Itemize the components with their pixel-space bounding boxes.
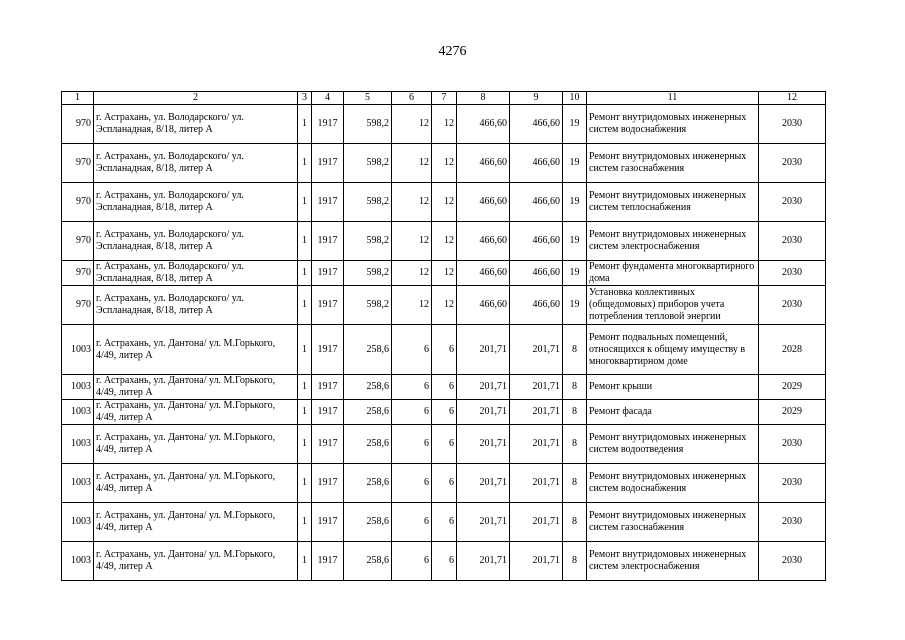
header-cell: 1	[62, 92, 94, 105]
header-cell: 8	[457, 92, 510, 105]
cell-year: 1917	[312, 222, 344, 261]
cell-lot-number: 1003	[62, 400, 94, 425]
cell-lot-number: 1003	[62, 542, 94, 581]
table-row	[62, 503, 826, 542]
cell-col9: 201,71	[510, 542, 563, 581]
cell-address: г. Астрахань, ул. Володарского/ ул. Эспланадная, 8/18, литер А	[94, 286, 298, 325]
cell-address: г. Астрахань, ул. Дантона/ ул. М.Горького, 4/49, литер А	[94, 542, 298, 581]
cell-col8: 466,60	[457, 144, 510, 183]
cell-col8: 201,71	[457, 542, 510, 581]
cell-col6: 6	[392, 542, 432, 581]
cell-col3: 1	[298, 325, 312, 375]
cell-col6: 12	[392, 222, 432, 261]
cell-col6: 6	[392, 400, 432, 425]
cell-address: г. Астрахань, ул. Дантона/ ул. М.Горького, 4/49, литер А	[94, 425, 298, 464]
cell-year-planned: 2030	[759, 261, 826, 286]
header-cell: 10	[563, 92, 587, 105]
header-cell: 2	[94, 92, 298, 105]
cell-col10: 19	[563, 105, 587, 144]
cell-col6: 6	[392, 425, 432, 464]
cell-work-type: Ремонт внутридомовых инженерных систем водоснабжения	[587, 105, 759, 144]
cell-year-planned: 2030	[759, 144, 826, 183]
cell-col10: 19	[563, 222, 587, 261]
cell-col8: 201,71	[457, 425, 510, 464]
cell-col7: 12	[432, 261, 457, 286]
table-row	[62, 286, 826, 325]
cell-work-type: Ремонт внутридомовых инженерных систем водоснабжения	[587, 464, 759, 503]
header-cell: 9	[510, 92, 563, 105]
cell-address: г. Астрахань, ул. Володарского/ ул. Эспланадная, 8/18, литер А	[94, 261, 298, 286]
cell-work-type: Установка коллективных (общедомовых) приборов учета потребления тепловой энергии	[587, 286, 759, 325]
cell-col10: 8	[563, 503, 587, 542]
table-row	[62, 325, 826, 375]
cell-col9: 466,60	[510, 183, 563, 222]
cell-address: г. Астрахань, ул. Володарского/ ул. Эспланадная, 8/18, литер А	[94, 105, 298, 144]
cell-col10: 19	[563, 183, 587, 222]
cell-area: 258,6	[344, 325, 392, 375]
cell-col8: 201,71	[457, 375, 510, 400]
header-cell: 6	[392, 92, 432, 105]
table-row	[62, 464, 826, 503]
cell-year: 1917	[312, 503, 344, 542]
cell-lot-number: 1003	[62, 375, 94, 400]
cell-lot-number: 970	[62, 222, 94, 261]
cell-year: 1917	[312, 325, 344, 375]
cell-work-type: Ремонт внутридомовых инженерных систем газоснабжения	[587, 144, 759, 183]
cell-col6: 6	[392, 503, 432, 542]
table-row	[62, 144, 826, 183]
cell-year: 1917	[312, 542, 344, 581]
cell-address: г. Астрахань, ул. Володарского/ ул. Эспланадная, 8/18, литер А	[94, 144, 298, 183]
cell-year-planned: 2030	[759, 105, 826, 144]
table-row	[62, 261, 826, 286]
cell-col9: 201,71	[510, 375, 563, 400]
cell-area: 598,2	[344, 105, 392, 144]
cell-work-type: Ремонт фасада	[587, 400, 759, 425]
cell-lot-number: 1003	[62, 503, 94, 542]
cell-col7: 12	[432, 144, 457, 183]
cell-col9: 466,60	[510, 286, 563, 325]
cell-work-type: Ремонт крыши	[587, 375, 759, 400]
cell-col10: 19	[563, 286, 587, 325]
cell-lot-number: 1003	[62, 425, 94, 464]
cell-lot-number: 1003	[62, 464, 94, 503]
cell-col9: 466,60	[510, 144, 563, 183]
table-row	[62, 400, 826, 425]
header-cell: 4	[312, 92, 344, 105]
table-row	[62, 542, 826, 581]
cell-col3: 1	[298, 183, 312, 222]
cell-col8: 201,71	[457, 325, 510, 375]
cell-col9: 466,60	[510, 261, 563, 286]
cell-work-type: Ремонт внутридомовых инженерных систем водоотведения	[587, 425, 759, 464]
cell-area: 598,2	[344, 261, 392, 286]
cell-lot-number: 970	[62, 261, 94, 286]
cell-address: г. Астрахань, ул. Дантона/ ул. М.Горького, 4/49, литер А	[94, 503, 298, 542]
cell-work-type: Ремонт внутридомовых инженерных систем газоснабжения	[587, 503, 759, 542]
cell-col8: 201,71	[457, 400, 510, 425]
cell-area: 258,6	[344, 542, 392, 581]
cell-col3: 1	[298, 286, 312, 325]
cell-year: 1917	[312, 183, 344, 222]
cell-col8: 201,71	[457, 503, 510, 542]
cell-col8: 466,60	[457, 261, 510, 286]
cell-address: г. Астрахань, ул. Дантона/ ул. М.Горького, 4/49, литер А	[94, 464, 298, 503]
header-cell: 11	[587, 92, 759, 105]
cell-work-type: Ремонт внутридомовых инженерных систем теплоснабжения	[587, 183, 759, 222]
cell-col6: 6	[392, 325, 432, 375]
cell-col10: 8	[563, 375, 587, 400]
cell-year-planned: 2029	[759, 400, 826, 425]
cell-col8: 466,60	[457, 222, 510, 261]
header-cell: 12	[759, 92, 826, 105]
cell-col9: 466,60	[510, 105, 563, 144]
cell-year-planned: 2030	[759, 183, 826, 222]
cell-year: 1917	[312, 464, 344, 503]
cell-work-type: Ремонт внутридомовых инженерных систем электроснабжения	[587, 222, 759, 261]
cell-area: 258,6	[344, 464, 392, 503]
cell-area: 598,2	[344, 286, 392, 325]
cell-col9: 201,71	[510, 503, 563, 542]
cell-col10: 8	[563, 542, 587, 581]
cell-col9: 201,71	[510, 464, 563, 503]
cell-col7: 6	[432, 425, 457, 464]
cell-year: 1917	[312, 105, 344, 144]
cell-year-planned: 2030	[759, 222, 826, 261]
cell-address: г. Астрахань, ул. Володарского/ ул. Эспланадная, 8/18, литер А	[94, 183, 298, 222]
cell-col6: 12	[392, 286, 432, 325]
cell-col8: 466,60	[457, 286, 510, 325]
cell-col7: 6	[432, 400, 457, 425]
cell-col3: 1	[298, 503, 312, 542]
cell-address: г. Астрахань, ул. Дантона/ ул. М.Горького, 4/49, литер А	[94, 325, 298, 375]
cell-work-type: Ремонт подвальных помещений, относящихся к общему имуществу в многоквартирном доме	[587, 325, 759, 375]
cell-col10: 19	[563, 144, 587, 183]
cell-year: 1917	[312, 375, 344, 400]
cell-area: 258,6	[344, 425, 392, 464]
cell-col6: 12	[392, 144, 432, 183]
table-row	[62, 222, 826, 261]
cell-address: г. Астрахань, ул. Дантона/ ул. М.Горького, 4/49, литер А	[94, 400, 298, 425]
cell-year: 1917	[312, 425, 344, 464]
cell-year: 1917	[312, 286, 344, 325]
cell-col6: 12	[392, 183, 432, 222]
cell-col3: 1	[298, 464, 312, 503]
page-number: 4276	[438, 44, 467, 59]
cell-col7: 12	[432, 105, 457, 144]
cell-col7: 12	[432, 183, 457, 222]
cell-col7: 12	[432, 222, 457, 261]
table-row	[62, 375, 826, 400]
cell-work-type: Ремонт фундамента многоквартирного дома	[587, 261, 759, 286]
cell-col3: 1	[298, 261, 312, 286]
cell-col9: 466,60	[510, 222, 563, 261]
cell-col9: 201,71	[510, 400, 563, 425]
header-cell: 3	[298, 92, 312, 105]
cell-lot-number: 970	[62, 183, 94, 222]
cell-year-planned: 2030	[759, 464, 826, 503]
cell-lot-number: 970	[62, 105, 94, 144]
cell-col3: 1	[298, 542, 312, 581]
cell-col10: 8	[563, 425, 587, 464]
cell-col3: 1	[298, 425, 312, 464]
cell-col3: 1	[298, 375, 312, 400]
cell-col7: 6	[432, 503, 457, 542]
cell-col10: 8	[563, 464, 587, 503]
cell-col3: 1	[298, 400, 312, 425]
registry-table	[61, 91, 826, 581]
cell-col9: 201,71	[510, 425, 563, 464]
cell-col7: 6	[432, 375, 457, 400]
cell-col6: 6	[392, 464, 432, 503]
cell-year-planned: 2030	[759, 542, 826, 581]
cell-col6: 12	[392, 105, 432, 144]
cell-col10: 8	[563, 325, 587, 375]
cell-col6: 12	[392, 261, 432, 286]
cell-col8: 466,60	[457, 105, 510, 144]
cell-area: 258,6	[344, 400, 392, 425]
header-row	[62, 92, 826, 105]
cell-year-planned: 2030	[759, 425, 826, 464]
table-row	[62, 183, 826, 222]
cell-year: 1917	[312, 144, 344, 183]
cell-col3: 1	[298, 105, 312, 144]
cell-year-planned: 2030	[759, 286, 826, 325]
cell-col10: 8	[563, 400, 587, 425]
cell-area: 258,6	[344, 503, 392, 542]
cell-col3: 1	[298, 222, 312, 261]
cell-year-planned: 2028	[759, 325, 826, 375]
cell-year: 1917	[312, 400, 344, 425]
cell-area: 258,6	[344, 375, 392, 400]
cell-area: 598,2	[344, 222, 392, 261]
cell-lot-number: 1003	[62, 325, 94, 375]
cell-col7: 6	[432, 542, 457, 581]
cell-address: г. Астрахань, ул. Володарского/ ул. Эспланадная, 8/18, литер А	[94, 222, 298, 261]
cell-col9: 201,71	[510, 325, 563, 375]
registry-body	[62, 92, 826, 581]
cell-col7: 6	[432, 325, 457, 375]
header-cell: 7	[432, 92, 457, 105]
cell-col8: 201,71	[457, 464, 510, 503]
header-cell: 5	[344, 92, 392, 105]
table-row	[62, 425, 826, 464]
cell-lot-number: 970	[62, 286, 94, 325]
cell-col7: 6	[432, 464, 457, 503]
cell-col7: 12	[432, 286, 457, 325]
cell-col3: 1	[298, 144, 312, 183]
cell-year: 1917	[312, 261, 344, 286]
cell-address: г. Астрахань, ул. Дантона/ ул. М.Горького, 4/49, литер А	[94, 375, 298, 400]
cell-work-type: Ремонт внутридомовых инженерных систем электроснабжения	[587, 542, 759, 581]
cell-year-planned: 2029	[759, 375, 826, 400]
cell-year-planned: 2030	[759, 503, 826, 542]
cell-lot-number: 970	[62, 144, 94, 183]
cell-area: 598,2	[344, 144, 392, 183]
cell-col8: 466,60	[457, 183, 510, 222]
table-row	[62, 105, 826, 144]
cell-col6: 6	[392, 375, 432, 400]
cell-col10: 19	[563, 261, 587, 286]
cell-area: 598,2	[344, 183, 392, 222]
